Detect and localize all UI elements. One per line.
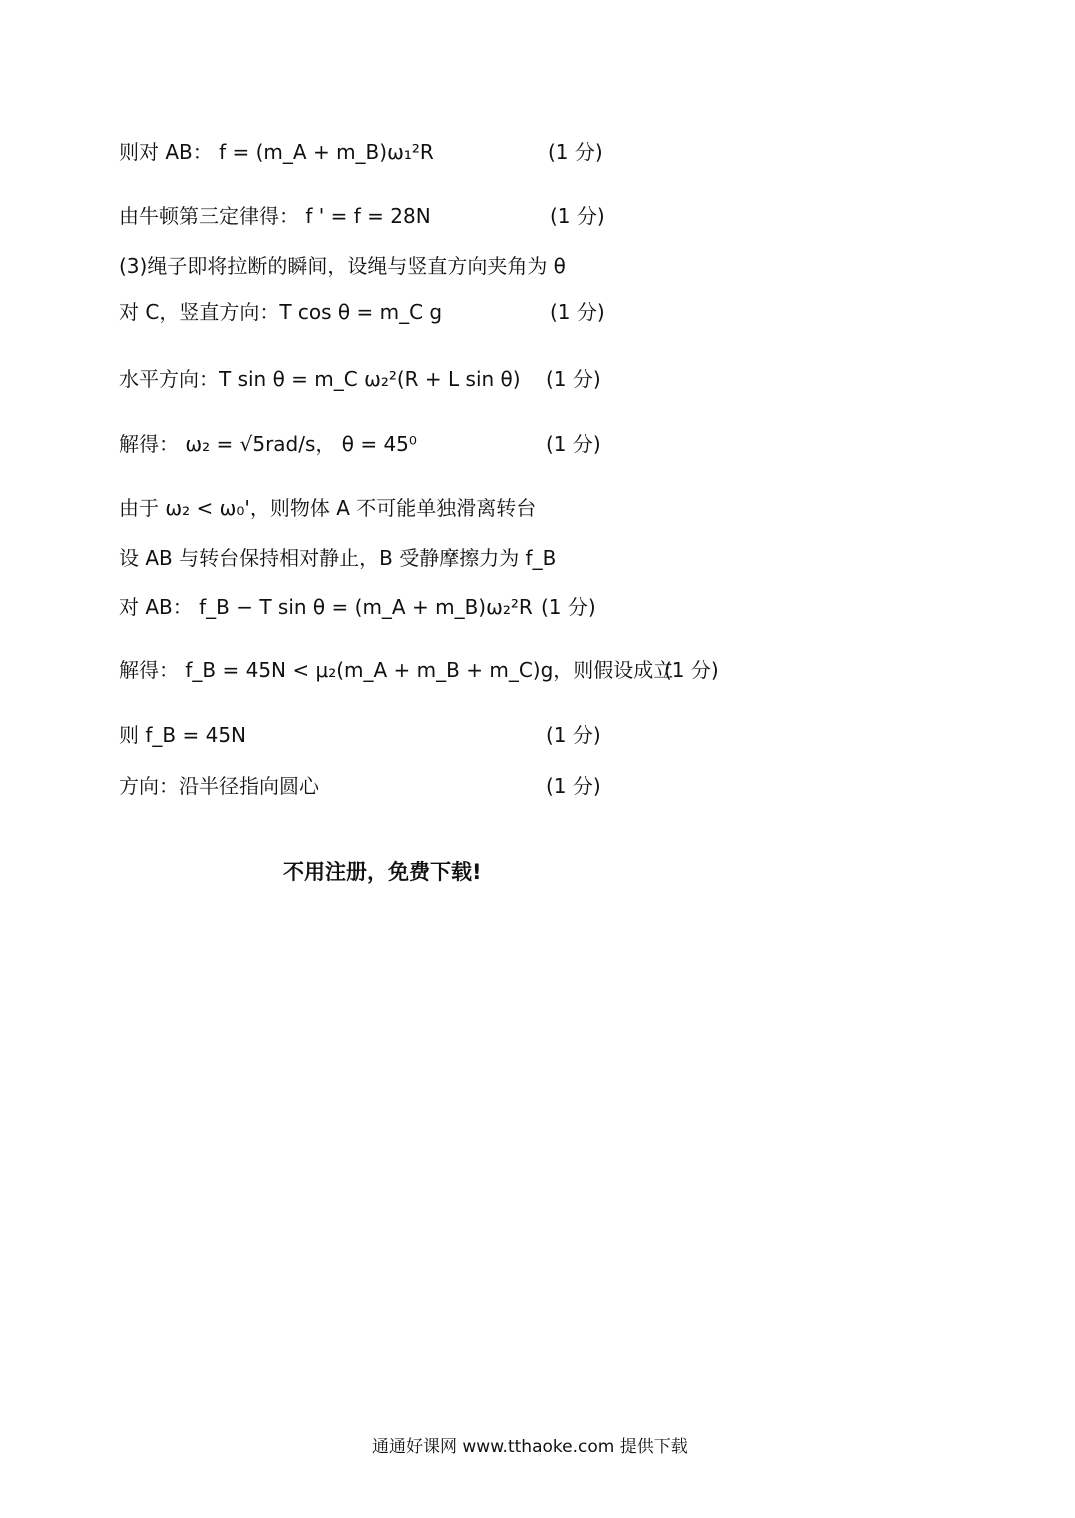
points-line-6: (1 分) [546, 432, 601, 456]
points-line-9: (1 分) [541, 595, 596, 619]
solution-line-7: 由于 ω₂ < ω₀'，则物体 A 不可能单独滑离转台 [119, 496, 537, 520]
solution-line-4: 对 C，竖直方向：T cos θ = m_C g [119, 300, 443, 324]
page-footer: 通通好课网 www.tthaoke.com 提供下载 [372, 1437, 688, 1457]
points-line-4: (1 分) [550, 300, 605, 324]
solution-line-9: 对 AB： f_B − T sin θ = (m_A + m_B)ω₂²R [119, 595, 533, 619]
points-line-12: (1 分) [546, 774, 601, 798]
points-line-10: (1 分) [664, 658, 719, 682]
solution-line-5: 水平方向：T sin θ = m_C ω₂²(R + L sin θ) [119, 367, 521, 391]
solution-line-12: 方向：沿半径指向圆心 [119, 774, 319, 798]
free-download-notice: 不用注册，免费下载! [283, 860, 482, 884]
solution-line-10: 解得： f_B = 45N < μ₂(m_A + m_B + m_C)g，则假设成立 [119, 658, 674, 682]
points-line-1: (1 分) [548, 140, 603, 164]
points-line-2: (1 分) [550, 204, 605, 228]
solution-line-8: 设 AB 与转台保持相对静止，B 受静摩擦力为 f_B [119, 546, 557, 570]
points-line-11: (1 分) [546, 723, 601, 747]
solution-line-2: 由牛顿第三定律得： f ' = f = 28N [119, 204, 431, 228]
solution-line-3: (3)绳子即将拉断的瞬间，设绳与竖直方向夹角为 θ [119, 254, 566, 278]
solution-line-6: 解得： ω₂ = √5rad/s， θ = 45⁰ [119, 432, 417, 456]
points-line-5: (1 分) [546, 367, 601, 391]
solution-line-1: 则对 AB： f = (m_A + m_B)ω₁²R [119, 140, 434, 164]
solution-line-11: 则 f_B = 45N [119, 723, 247, 747]
